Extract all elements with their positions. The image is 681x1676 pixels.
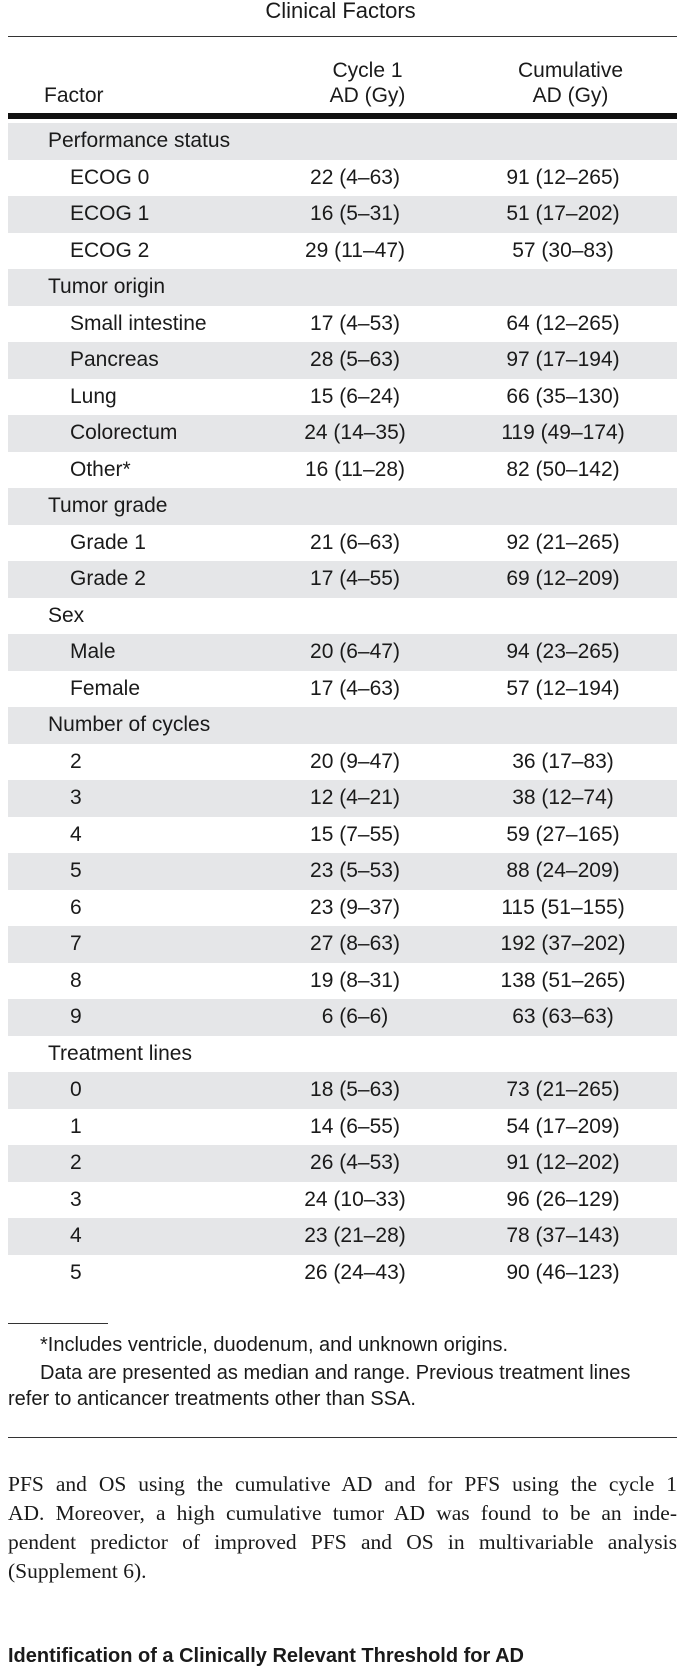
cycle1-ad-cell: 22 (4–63) — [310, 165, 400, 189]
factor-label: 4 — [70, 1224, 82, 1247]
cumulative-ad-cell: 91 (12–265) — [506, 165, 620, 189]
table-row — [8, 890, 677, 927]
table-row — [8, 999, 677, 1036]
cycle1-ad-cell: 21 (6–63) — [310, 530, 400, 554]
table-row — [8, 1145, 677, 1182]
cumulative-ad-cell: 192 (37–202) — [500, 932, 626, 955]
table-row — [8, 963, 677, 1000]
cumulative-ad-cell: 115 (51–155) — [501, 895, 625, 919]
factor-label: ECOG 2 — [70, 238, 150, 262]
table-row — [8, 561, 677, 598]
factor-label: ECOG 0 — [70, 165, 150, 189]
table-body — [8, 123, 677, 1291]
factor-label: Female — [70, 676, 141, 700]
cycle1-ad-cell: 18 (5–63) — [310, 1078, 400, 1101]
factor-label: Small intestine — [70, 311, 207, 335]
cycle1-ad-cell: 16 (11–28) — [304, 457, 406, 481]
header-cumulative-ad: Cumulative AD (Gy) — [517, 59, 624, 107]
body-line: (Supplement 6). — [8, 1559, 147, 1583]
factor-label: 8 — [70, 968, 82, 992]
cumulative-ad-cell: 57 (30–83) — [512, 238, 614, 262]
cycle1-ad-cell: 23 (21–28) — [304, 1224, 406, 1247]
header-cycle1-ad: Cycle 1 AD (Gy) — [329, 59, 406, 107]
table-row — [8, 525, 677, 562]
table-row — [8, 780, 677, 817]
cumulative-ad-cell: 92 (21–265) — [506, 530, 620, 554]
category-label: Tumor origin — [48, 275, 166, 298]
table-row — [8, 1218, 677, 1255]
body-line: PFS and OS using the cumulative AD and for PFS using the cycle 1 — [8, 1472, 677, 1496]
cycle1-ad-cell: 20 (9–47) — [310, 749, 400, 773]
cycle1-ad-cell: 28 (5–63) — [310, 348, 400, 371]
table-category-row — [8, 269, 677, 306]
table-category-row — [8, 598, 677, 635]
category-label: Treatment lines — [48, 1041, 192, 1065]
factor-label: Lung — [70, 384, 117, 408]
cycle1-ad-cell: 6 (6–6) — [321, 1005, 389, 1028]
header-factor: Factor — [44, 84, 104, 107]
factor-label: 5 — [70, 1260, 82, 1284]
table-row — [8, 452, 677, 489]
factor-label: 2 — [70, 1151, 82, 1174]
factor-label: 7 — [70, 932, 82, 955]
body-line: AD. Moreover, a high cumulative tumor AD was found to be an inde- — [8, 1501, 677, 1525]
cycle1-ad-cell: 15 (6–24) — [310, 384, 400, 408]
cycle1-ad-cell: 12 (4–21) — [310, 786, 400, 809]
cycle1-ad-cell: 15 (7–55) — [310, 822, 400, 846]
factor-label: Male — [70, 640, 116, 663]
cumulative-ad-cell: 82 (50–142) — [506, 457, 620, 481]
table-category-row — [8, 707, 677, 744]
table-row — [8, 634, 677, 671]
table-row — [8, 926, 677, 963]
factor-label: 0 — [70, 1078, 82, 1101]
cumulative-ad-cell: 51 (17–202) — [506, 202, 620, 225]
cycle1-ad-cell: 24 (14–35) — [304, 421, 406, 444]
cumulative-ad-cell: 90 (46–123) — [506, 1260, 620, 1284]
footnote-rule — [8, 1323, 108, 1324]
factor-label: 3 — [70, 1187, 82, 1211]
table-row — [8, 196, 677, 233]
cumulative-ad-cell: 88 (24–209) — [506, 859, 620, 882]
table-row — [8, 379, 677, 416]
table-row — [8, 160, 677, 197]
factor-label: Grade 2 — [70, 567, 146, 590]
cumulative-ad-cell: 96 (26–129) — [506, 1187, 620, 1211]
factor-label: Other* — [70, 457, 131, 481]
cumulative-ad-cell: 59 (27–165) — [506, 822, 620, 846]
cumulative-ad-cell: 119 (49–174) — [501, 421, 625, 444]
footnote-data-note: Data are presented as median and range. Previous treatment lines refer to anticancer treatments other than SSA. — [8, 1362, 631, 1410]
cumulative-ad-cell: 138 (51–265) — [500, 968, 626, 992]
cycle1-ad-cell: 27 (8–63) — [310, 932, 400, 955]
cycle1-ad-cell: 26 (4–53) — [310, 1151, 400, 1174]
table-header-rule — [8, 113, 677, 119]
section-heading: Identification of a Clinically Relevant Threshold for AD — [8, 1645, 524, 1667]
factor-label: Pancreas — [70, 348, 159, 371]
factor-label: ECOG 1 — [70, 202, 150, 225]
factor-label: 5 — [70, 859, 82, 882]
cumulative-ad-cell: 63 (63–63) — [512, 1005, 614, 1028]
table-row — [8, 1182, 677, 1219]
factor-label: 3 — [70, 786, 82, 809]
factor-label: Colorectum — [70, 421, 178, 444]
table-title: Clinical Factors — [265, 0, 416, 23]
cycle1-ad-cell: 17 (4–63) — [310, 676, 400, 700]
cycle1-ad-cell: 29 (11–47) — [304, 238, 406, 262]
table-category-row — [8, 123, 677, 160]
cycle1-ad-cell: 20 (6–47) — [310, 640, 400, 663]
cumulative-ad-cell: 66 (35–130) — [506, 384, 620, 408]
cumulative-ad-cell: 73 (21–265) — [506, 1078, 620, 1101]
cumulative-ad-cell: 69 (12–209) — [506, 567, 620, 590]
cycle1-ad-cell: 14 (6–55) — [310, 1114, 400, 1138]
footnote-asterisk: *Includes ventricle, duodenum, and unknown origins. — [40, 1334, 509, 1356]
factor-label: 6 — [70, 895, 82, 919]
cumulative-ad-cell: 94 (23–265) — [506, 640, 620, 663]
cycle1-ad-cell: 26 (24–43) — [304, 1260, 406, 1284]
category-label: Tumor grade — [48, 494, 168, 517]
cumulative-ad-cell: 64 (12–265) — [506, 311, 620, 335]
table-row — [8, 306, 677, 343]
table-row — [8, 817, 677, 854]
factor-label: 4 — [70, 822, 82, 846]
cumulative-ad-cell: 57 (12–194) — [506, 676, 620, 700]
cumulative-ad-cell: 54 (17–209) — [506, 1114, 620, 1138]
cycle1-ad-cell: 23 (5–53) — [310, 859, 400, 882]
factor-label: 2 — [70, 749, 82, 773]
cumulative-ad-cell: 91 (12–202) — [506, 1151, 620, 1174]
factor-label: 1 — [70, 1114, 82, 1138]
table-row — [8, 1072, 677, 1109]
table-row — [8, 744, 677, 781]
table-category-row — [8, 1036, 677, 1073]
category-label: Sex — [48, 603, 85, 627]
cycle1-ad-cell: 17 (4–53) — [310, 311, 400, 335]
table-row — [8, 853, 677, 890]
cycle1-ad-cell: 19 (8–31) — [310, 968, 400, 992]
body-paragraph — [8, 1470, 677, 1586]
table-row — [8, 671, 677, 708]
factor-label: Grade 1 — [70, 530, 146, 554]
table-row — [8, 1109, 677, 1146]
cumulative-ad-cell: 36 (17–83) — [512, 749, 614, 773]
table-row — [8, 1255, 677, 1292]
table-row — [8, 233, 677, 270]
table-top-rule — [8, 36, 677, 37]
table-row — [8, 342, 677, 379]
cycle1-ad-cell: 24 (10–33) — [304, 1187, 406, 1211]
cumulative-ad-cell: 78 (37–143) — [506, 1224, 620, 1247]
table-header — [0, 56, 681, 116]
cumulative-ad-cell: 38 (12–74) — [512, 786, 614, 809]
body-line: pendent predictor of improved PFS and OS in multivariable analysis — [8, 1530, 677, 1554]
table-row — [8, 415, 677, 452]
cycle1-ad-cell: 23 (9–37) — [310, 895, 400, 919]
factor-label: 9 — [70, 1005, 82, 1028]
table-bottom-rule — [8, 1437, 677, 1438]
cumulative-ad-cell: 97 (17–194) — [506, 348, 620, 371]
category-label: Performance status — [48, 129, 231, 152]
table-category-row — [8, 488, 677, 525]
category-label: Number of cycles — [48, 713, 211, 736]
cycle1-ad-cell: 17 (4–55) — [310, 567, 400, 590]
cycle1-ad-cell: 16 (5–31) — [310, 202, 400, 225]
